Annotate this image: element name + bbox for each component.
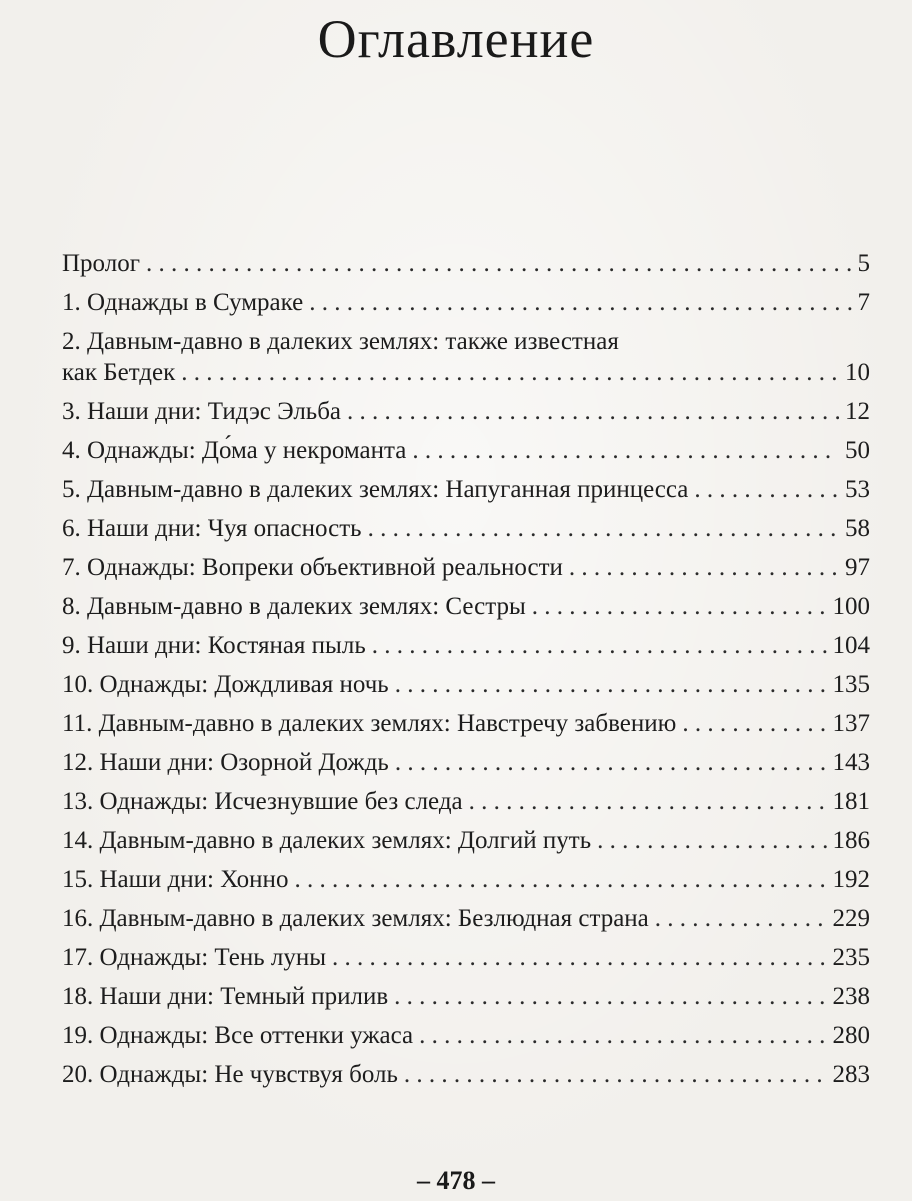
toc-entry-page: 10 bbox=[845, 359, 870, 386]
dot-leader bbox=[569, 552, 839, 583]
toc-entry-title: 4. Однажды: До́ма у некроманта bbox=[62, 437, 407, 464]
dot-leader bbox=[597, 825, 826, 856]
toc-entry-title: 1. Однажды в Сумраке bbox=[62, 289, 304, 316]
dot-leader bbox=[655, 903, 827, 934]
toc-entry bbox=[62, 552, 870, 583]
toc-entry-page: 7 bbox=[857, 289, 870, 316]
toc-entry-line bbox=[62, 864, 870, 895]
toc-entry-page: 58 bbox=[845, 515, 870, 542]
toc-entry bbox=[62, 786, 870, 817]
dot-leader bbox=[372, 630, 827, 661]
toc-entry-page: 97 bbox=[845, 554, 870, 581]
toc-entry-title: 9. Наши дни: Костяная пыль bbox=[62, 632, 366, 659]
toc-entry-page: 186 bbox=[832, 827, 870, 854]
toc-entry-title: 8. Давным-давно в далеких землях: Сестры bbox=[62, 593, 526, 620]
dot-leader bbox=[394, 981, 826, 1012]
dot-leader bbox=[682, 708, 826, 739]
toc-entry-line bbox=[62, 591, 870, 622]
toc-entry-page: 235 bbox=[832, 944, 870, 971]
toc-entry bbox=[62, 1059, 870, 1090]
dot-leader bbox=[532, 591, 827, 622]
toc-entry-line bbox=[62, 357, 870, 388]
toc-entry-title: 6. Наши дни: Чуя опасность bbox=[62, 515, 362, 542]
toc-entry-page: 280 bbox=[832, 1022, 870, 1049]
toc-entry bbox=[62, 630, 870, 661]
toc-entry-title: 5. Давным-давно в далеких землях: Напуганная принцесса bbox=[62, 476, 689, 503]
toc-entry bbox=[62, 669, 870, 700]
toc-entry-line bbox=[62, 396, 870, 427]
toc-entry-page: 143 bbox=[832, 749, 870, 776]
page-title: Оглавление bbox=[317, 9, 595, 69]
toc-entry-line bbox=[62, 981, 870, 1012]
dot-leader bbox=[309, 287, 851, 318]
toc-entry-page: 192 bbox=[832, 866, 870, 893]
toc-entry-page: 53 bbox=[845, 476, 870, 503]
toc-entry bbox=[62, 396, 870, 427]
table-of-contents bbox=[62, 248, 870, 1098]
toc-entry-line bbox=[62, 747, 870, 778]
toc-entry-page: 137 bbox=[832, 710, 870, 737]
dot-leader bbox=[294, 864, 826, 895]
toc-entry bbox=[62, 747, 870, 778]
toc-entry-page: 104 bbox=[832, 632, 870, 659]
toc-entry-page: 50 bbox=[845, 437, 870, 464]
toc-entry-title: 7. Однажды: Вопреки объективной реальности bbox=[62, 554, 563, 581]
toc-entry bbox=[62, 513, 870, 544]
toc-entry-title: 17. Однажды: Тень луны bbox=[62, 944, 327, 971]
dot-leader bbox=[404, 1059, 827, 1090]
toc-entry-title: Пролог bbox=[62, 250, 140, 277]
toc-entry-page: 5 bbox=[857, 250, 870, 277]
toc-entry bbox=[62, 474, 870, 505]
toc-entry-title: 19. Однажды: Все оттенки ужаса bbox=[62, 1022, 414, 1049]
toc-entry bbox=[62, 287, 870, 318]
toc-entry-title: как Бетдек bbox=[62, 359, 176, 386]
toc-entry-title: 18. Наши дни: Темный прилив bbox=[62, 983, 389, 1010]
toc-entry bbox=[62, 942, 870, 973]
dot-leader bbox=[368, 513, 839, 544]
toc-entry bbox=[62, 825, 870, 856]
dot-leader bbox=[395, 747, 827, 778]
toc-entry-title: 13. Однажды: Исчезнувшие без следа bbox=[62, 788, 463, 815]
toc-entry-line bbox=[62, 474, 870, 505]
toc-entry bbox=[62, 1020, 870, 1051]
toc-entry-line bbox=[62, 825, 870, 856]
toc-entry-line bbox=[62, 786, 870, 817]
dot-leader bbox=[181, 357, 839, 388]
toc-entry-title: 10. Однажды: Дождливая ночь bbox=[62, 671, 389, 698]
toc-entry-line bbox=[62, 630, 870, 661]
dot-leader bbox=[419, 1020, 826, 1051]
dot-leader bbox=[332, 942, 826, 973]
toc-entry-title: 12. Наши дни: Озорной Дождь bbox=[62, 749, 389, 776]
dot-leader bbox=[146, 248, 852, 279]
toc-entry-page: 283 bbox=[832, 1061, 870, 1088]
toc-entry-title: 14. Давным-давно в далеких землях: Долгий путь bbox=[62, 827, 592, 854]
toc-entry bbox=[62, 248, 870, 279]
toc-entry-line bbox=[62, 708, 870, 739]
toc-entry-line bbox=[62, 513, 870, 544]
page-number: – 478 – bbox=[417, 1166, 495, 1195]
dot-leader bbox=[694, 474, 839, 505]
toc-entry-line bbox=[62, 903, 870, 934]
toc-entry-line bbox=[62, 942, 870, 973]
dot-leader bbox=[412, 435, 839, 466]
toc-entry-line bbox=[62, 287, 870, 318]
toc-entry bbox=[62, 981, 870, 1012]
toc-entry-line bbox=[62, 552, 870, 583]
toc-entry-page: 229 bbox=[832, 905, 870, 932]
toc-entry-title: 20. Однажды: Не чувствуя боль bbox=[62, 1061, 398, 1088]
toc-entry bbox=[62, 435, 870, 466]
toc-entry-title: 16. Давным-давно в далеких землях: Безлюдная страна bbox=[62, 905, 649, 932]
toc-entry-page: 12 bbox=[845, 398, 870, 425]
toc-entry-page: 181 bbox=[832, 788, 870, 815]
toc-entry bbox=[62, 864, 870, 895]
toc-entry-title: 3. Наши дни: Тидэс Эльба bbox=[62, 398, 342, 425]
toc-entry bbox=[62, 326, 870, 388]
toc-entry-page: 135 bbox=[832, 671, 870, 698]
toc-entry bbox=[62, 708, 870, 739]
dot-leader bbox=[469, 786, 827, 817]
toc-entry-title: 15. Наши дни: Хонно bbox=[62, 866, 289, 893]
toc-entry-page: 238 bbox=[832, 983, 870, 1010]
toc-entry-line bbox=[62, 248, 870, 279]
toc-entry-line bbox=[62, 669, 870, 700]
dot-leader bbox=[347, 396, 839, 427]
toc-entry-line bbox=[62, 1059, 870, 1090]
toc-entry bbox=[62, 903, 870, 934]
toc-entry-line bbox=[62, 435, 870, 466]
toc-entry-page: 100 bbox=[832, 593, 870, 620]
toc-entry-title: 11. Давным-давно в далеких землях: Навстречу забвению bbox=[62, 710, 677, 737]
toc-entry-title-line: 2. Давным-давно в далеких землях: также известная bbox=[62, 328, 619, 355]
dot-leader bbox=[395, 669, 827, 700]
toc-entry-line bbox=[62, 1020, 870, 1051]
toc-entry bbox=[62, 591, 870, 622]
